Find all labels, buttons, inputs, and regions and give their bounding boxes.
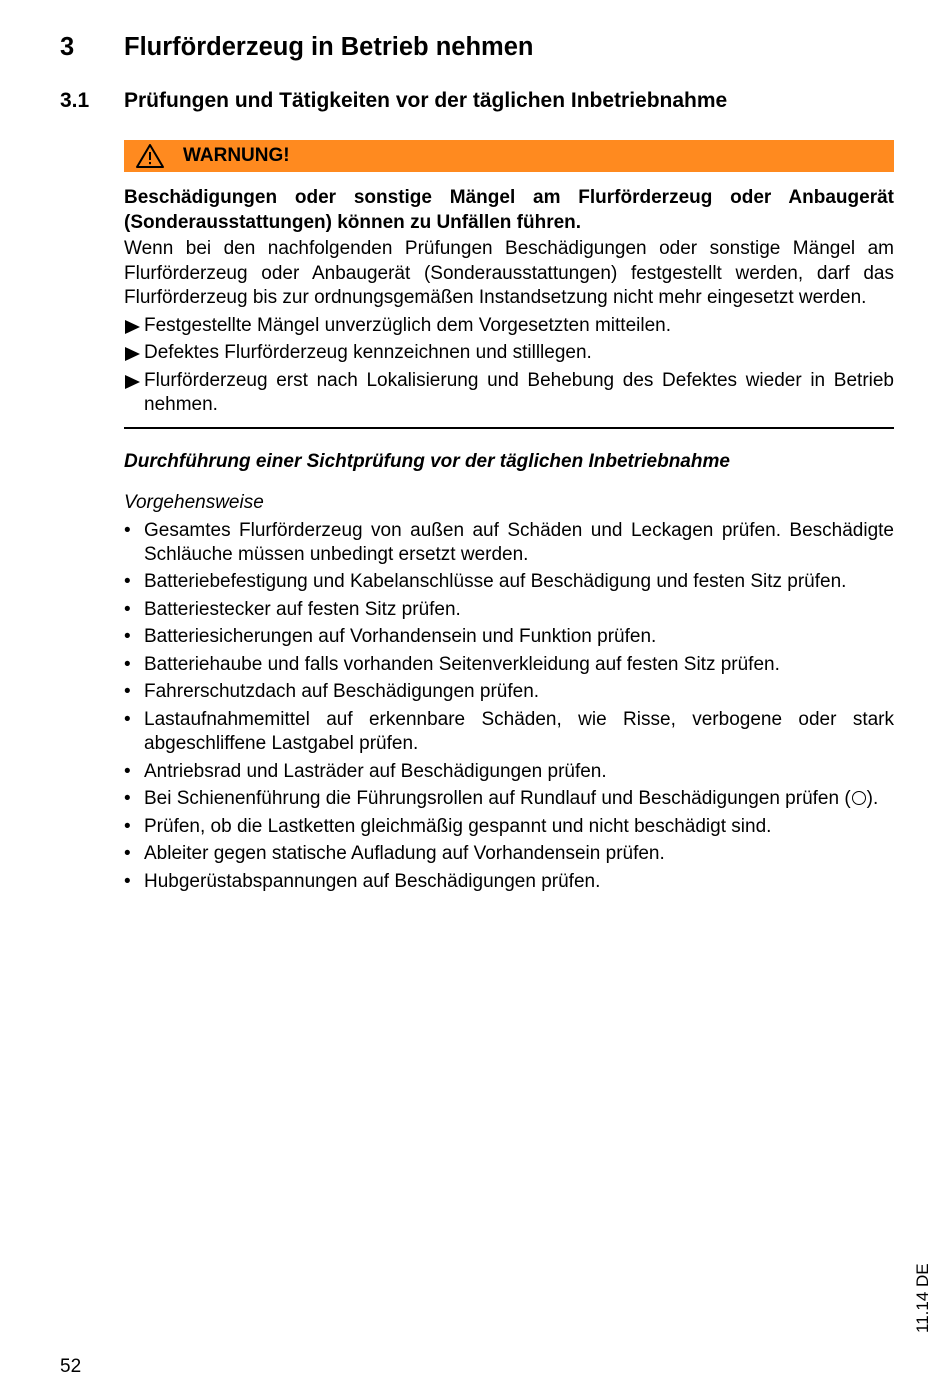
section-heading bbox=[60, 86, 894, 116]
step-text-suffix: ). bbox=[866, 788, 879, 810]
bullet-marker: • bbox=[124, 681, 131, 703]
step-text: Batteriebefestigung und Kabelanschlüsse auf Beschädigung und festen Sitz prüfen. bbox=[144, 571, 847, 593]
action-text: Flurförderzeug erst nach Lokalisierung und Behebung des Defektes wieder in Betrieb nehmen. bbox=[144, 369, 894, 415]
warning-headline: Beschädigungen oder sonstige Mängel am Flurförderzeug oder Anbaugerät (Sonderausstattungen) können zu Unfällen führen. bbox=[124, 187, 894, 233]
step-item bbox=[124, 680, 894, 704]
step-item bbox=[124, 760, 894, 784]
chapter-heading bbox=[60, 30, 894, 64]
step-text: Prüfen, ob die Lastketten gleichmäßig gespannt und nicht beschädigt sind. bbox=[144, 815, 772, 837]
section-title: Prüfungen und Tätigkeiten vor der täglichen Inbetriebnahme bbox=[124, 89, 728, 112]
procedure-step-list bbox=[124, 519, 894, 895]
step-item bbox=[124, 708, 894, 756]
warning-banner bbox=[124, 140, 894, 172]
chapter-number: 3 bbox=[60, 33, 75, 61]
step-text: Gesamtes Flurförderzeug von außen auf Schäden und Leckagen prüfen. Beschädigte Schläuche müssen unbedingt ersetzt werden. bbox=[144, 519, 894, 565]
step-item bbox=[124, 842, 894, 866]
step-text: Bei Schienenführung die Führungsrollen auf Rundlauf und Beschädigungen prüfen ( bbox=[144, 788, 851, 810]
step-text: Batteriehaube und falls vorhanden Seitenverkleidung auf festen Sitz prüfen. bbox=[144, 653, 780, 675]
bullet-marker: • bbox=[124, 843, 131, 865]
page-number: 52 bbox=[60, 1356, 82, 1377]
bullet-marker: • bbox=[124, 871, 131, 893]
chapter-title: Flurförderzeug in Betrieb nehmen bbox=[124, 33, 534, 61]
edition-text: 11.14 DE bbox=[913, 1263, 932, 1333]
bullet-marker: • bbox=[124, 653, 131, 675]
action-item bbox=[124, 314, 894, 339]
action-item bbox=[124, 341, 894, 366]
action-text: Festgestellte Mängel unverzüglich dem Vorgesetzten mitteilen. bbox=[144, 314, 671, 336]
warning-divider bbox=[124, 427, 894, 429]
bullet-marker: • bbox=[124, 571, 131, 593]
step-item bbox=[124, 815, 894, 839]
step-item bbox=[124, 870, 894, 894]
action-item bbox=[124, 369, 894, 418]
bullet-marker: • bbox=[124, 519, 131, 541]
step-item bbox=[124, 787, 894, 811]
warning-triangle-icon bbox=[135, 143, 165, 169]
optional-equipment-circle-icon bbox=[852, 791, 866, 805]
step-item bbox=[124, 653, 894, 677]
step-text: Hubgerüstabspannungen auf Beschädigungen prüfen. bbox=[144, 871, 601, 893]
main-content bbox=[124, 186, 894, 898]
step-item bbox=[124, 519, 894, 567]
step-text: Batteriesicherungen auf Vorhandensein und Funktion prüfen. bbox=[144, 626, 657, 648]
arrow-right-icon bbox=[125, 375, 140, 389]
step-item bbox=[124, 570, 894, 594]
step-text: Antriebsrad und Lasträder auf Beschädigungen prüfen. bbox=[144, 760, 607, 782]
bullet-marker: • bbox=[124, 760, 131, 782]
bullet-marker: • bbox=[124, 626, 131, 648]
step-text: Ableiter gegen statische Aufladung auf Vorhandensein prüfen. bbox=[144, 843, 665, 865]
arrow-right-icon bbox=[125, 320, 140, 334]
action-text: Defektes Flurförderzeug kennzeichnen und stilllegen. bbox=[144, 342, 592, 363]
warning-label: WARNUNG! bbox=[183, 145, 290, 166]
bullet-marker: • bbox=[124, 598, 131, 620]
arrow-right-icon bbox=[125, 347, 140, 361]
bullet-marker: • bbox=[124, 788, 131, 810]
step-item bbox=[124, 598, 894, 622]
step-item bbox=[124, 625, 894, 649]
procedure-subtitle: Vorgehensweise bbox=[124, 491, 264, 513]
warning-body: Wenn bei den nachfolgenden Prüfungen Beschädigungen oder sonstige Mängel am Flurförderzeug oder Anbaugerät (Sonderausstattungen) festgestellt werden, darf das Flurförderzeug bis zur ordnungsgemäßen Instandsetzung nicht mehr eingesetzt werden. bbox=[124, 238, 894, 308]
bullet-marker: • bbox=[124, 709, 131, 731]
bullet-marker: • bbox=[124, 815, 131, 837]
step-text: Batteriestecker auf festen Sitz prüfen. bbox=[144, 598, 461, 620]
warning-action-list bbox=[124, 314, 894, 418]
procedure-title: Durchführung einer Sichtprüfung vor der täglichen Inbetriebnahme bbox=[124, 450, 730, 472]
step-text: Fahrerschutzdach auf Beschädigungen prüfen. bbox=[144, 681, 540, 703]
step-text: Lastaufnahmemittel auf erkennbare Schäden, wie Risse, verbogene oder stark abgeschliffene Lastgabel prüfen. bbox=[144, 709, 894, 755]
section-number: 3.1 bbox=[60, 89, 90, 112]
